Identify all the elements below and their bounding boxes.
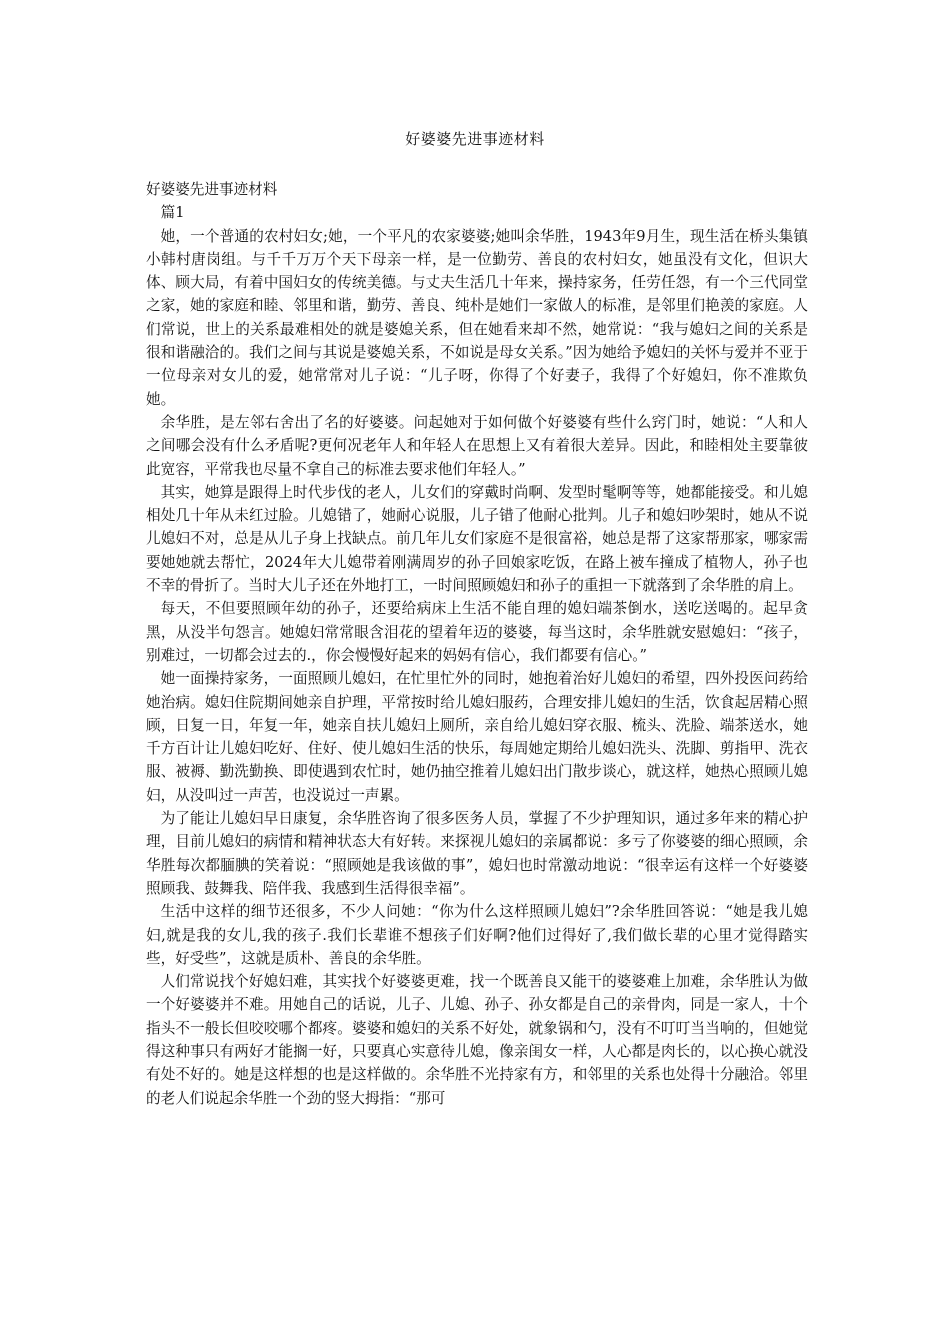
- paragraph: 为了能让儿媳妇早日康复，余华胜咨询了很多医务人员，掌握了不少护理知识，通过多年来的精心护理，目前儿媳妇的病情和精神状态大有好转。来探视儿媳妇的亲属都说：多亏了你婆婆的细心照顾，余华胜每次都腼腆的笑着说：“照顾她是我该做的事”，媳妇也时常激动地说：“很幸运有这样一个好婆婆照顾我、鼓舞我、陪伴我、我感到生活得很幸福”。: [146, 810, 808, 897]
- paragraph: 每天，不但要照顾年幼的孙子，还要给病床上生活不能自理的媳妇端茶倒水，送吃送喝的。起早贪黑，从没半句怨言。她媳妇常常眼含泪花的望着年迈的婆婆，每当这时，余华胜就安慰媳妇：“孩子，别难过，一切都会过去的.，你会慢慢好起来的妈妈有信心，我们都要有信心。”: [146, 600, 808, 664]
- section-label: 篇1: [160, 204, 185, 222]
- paragraph: 她，一个普通的农村妇女;她，一个平凡的农家婆婆;她叫余华胜，1943年9月生，现生活在桥头集镇小韩村唐岗组。与千千万万个天下母亲一样，是一位勤劳、善良的农村妇女，她虽没有文化，但识大体、顾大局，有着中国妇女的传统美德。与丈夫生活几十年来，操持家务，任劳任怨，有一个三代同堂之家，她的家庭和睦、邻里和谐，勤劳、善良、纯朴是她们一家做人的标准，是邻里们艳羡的家庭。人们常说，世上的关系最难相处的就是婆媳关系，但在她看来却不然，她常说：“我与媳妇之间的关系是很和谐融洽的。我们之间与其说是婆媳关系，不如说是母女关系。”因为她给予媳妇的关怀与爱并不亚于一位母亲对女儿的爱，她常常对儿子说：“儿子呀，你得了个好妻子，我得了个好媳妇，你不准欺负她。: [146, 227, 808, 408]
- paragraph: 人们常说找个好媳妇难，其实找个好婆婆更难，找一个既善良又能干的婆婆难上加难，余华胜认为做一个好婆婆并不难。用她自己的话说，儿子、儿媳、孙子、孙女都是自己的亲骨肉，同是一家人，十个指头不一般长但咬咬哪个都疼。婆婆和媳妇的关系不好处，就象锅和勺，没有不叮叮当当响的，但她觉得这种事只有两好才能搁一好，只要真心实意待儿媳，像亲闺女一样，人心都是肉长的，以心换心就没有处不好的。她是这样想的也是这样做的。余华胜不光持家有方，和邻里的关系也处得十分融洽。邻里的老人们说起余华胜一个劲的竖大拇指：“那可: [146, 973, 808, 1107]
- paragraph: 她一面操持家务，一面照顾儿媳妇，在忙里忙外的同时，她抱着治好儿媳妇的希望，四外投医问药给她治病。媳妇住院期间她亲自护理，平常按时给儿媳妇服药，合理安排儿媳妇的生活，饮食起居精心照顾，日复一日，年复一年，她亲自扶儿媳妇上厕所，亲自给儿媳妇穿衣服、梳头、洗脸、端茶送水，她千方百计让儿媳妇吃好、住好、使儿媳妇生活的快乐，每周她定期给儿媳妇洗头、洗脚、剪指甲、洗衣服、被褥、勤洗勤换、即使遇到农忙时，她仍抽空推着儿媳妇出门散步谈心，就这样，她热心照顾儿媳妇，从没叫过一声苦，也没说过一声累。: [146, 670, 808, 804]
- document-body: [146, 178, 808, 1110]
- paragraph: 生活中这样的细节还很多，不少人问她：“你为什么这样照顾儿媳妇”?余华胜回答说：“她是我儿媳妇,就是我的女儿,我的孩子.我们长辈谁不想孩子们好啊?他们过得好了,我们做长辈的心里才觉得踏实些，好受些”，这就是质朴、善良的余华胜。: [146, 903, 808, 967]
- paragraph: 余华胜，是左邻右舍出了名的好婆婆。问起她对于如何做个好婆婆有些什么窍门时，她说：“人和人之间哪会没有什么矛盾呢?更何况老年人和年轻人在思想上又有着很大差异。因此，和睦相处主要靠彼此宽容，平常我也尽量不拿自己的标准去要求他们年轻人。”: [146, 413, 808, 478]
- document-title: 好婆婆先进事迹材料: [405, 130, 545, 148]
- document-subtitle: 好婆婆先进事迹材料: [146, 181, 278, 198]
- paragraph: 其实，她算是跟得上时代步伐的老人，儿女们的穿戴时尚啊、发型时髦啊等等，她都能接受。和儿媳相处几十年从未红过脸。儿媳错了，她耐心说服，儿子错了他耐心批判。儿子和媳妇吵架时，她从不说儿媳妇不对，总是从儿子身上找缺点。前几年儿女们家庭不是很富裕，她总是帮了这家帮那家，哪家需要她她就去帮忙，2024年大儿媳带着刚满周岁的孙子回娘家吃饭，在路上被车撞成了植物人，孙子也不幸的骨折了。当时大儿子还在外地打工，一时间照顾媳妇和孙子的重担一下就落到了余华胜的肩上。: [146, 483, 808, 595]
